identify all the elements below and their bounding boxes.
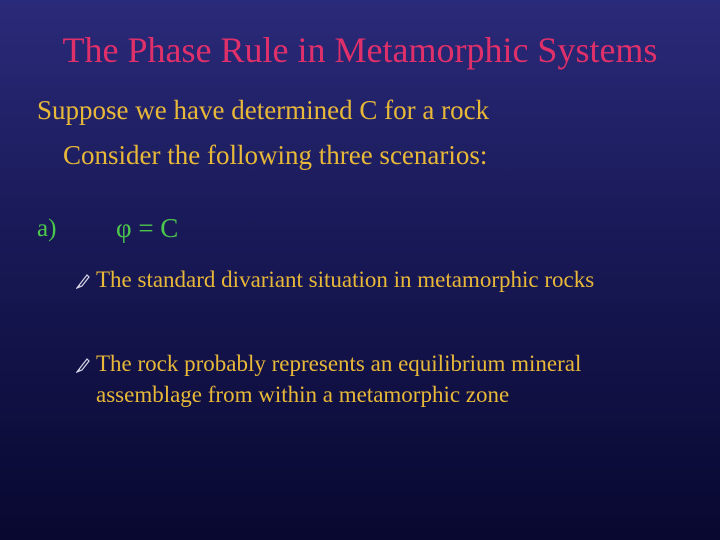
intro-line-1: Suppose we have determined C for a rock [37,95,490,125]
scenario-label: a) [37,215,57,242]
bullet-item-1 [72,264,692,295]
bullet-text-2: The rock probably represents an equilibrium mineral assemblage from within a metamorphic zone [96,351,582,407]
pen-nib-icon [76,357,90,373]
slide-title: The Phase Rule in Metamorphic Systems [62,30,658,70]
scenario-equation: φ = C [116,213,179,243]
bullet-text-1: The standard divariant situation in metamorphic rocks [96,267,595,292]
intro-line-2: Consider the following three scenarios: [63,140,488,170]
bullet-item-2 [72,348,692,410]
pen-nib-icon [76,273,90,289]
